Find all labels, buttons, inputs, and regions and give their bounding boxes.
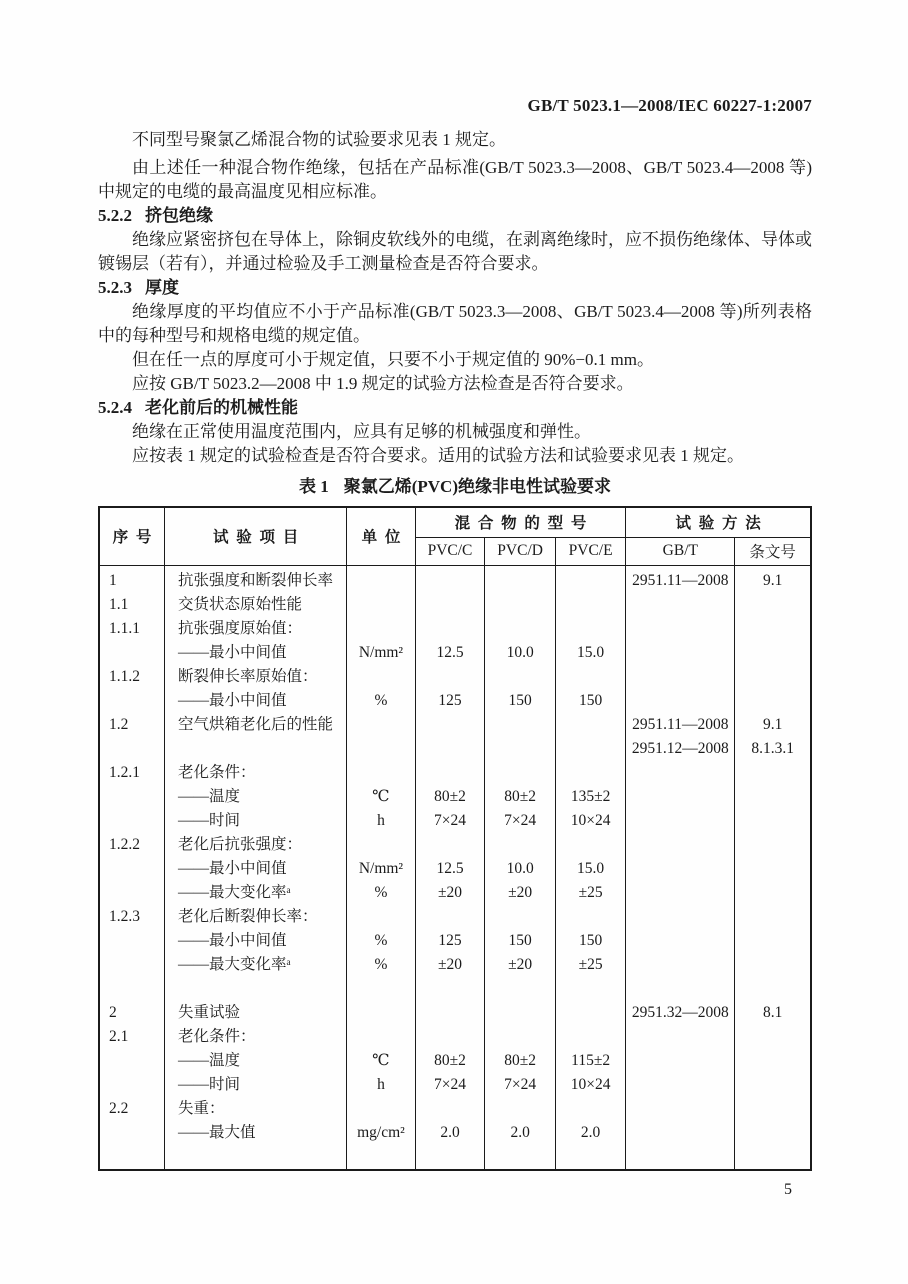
cell-line: 8.1 — [762, 1003, 783, 1021]
cell-line — [485, 1001, 554, 1025]
cell-line — [100, 689, 164, 713]
cell-line — [100, 857, 164, 881]
cell-line: mg/cm² — [357, 1123, 405, 1141]
cell-line — [347, 593, 414, 617]
cell-line — [416, 1001, 485, 1025]
col-header-unit: 单 位 — [347, 507, 415, 565]
cell-line — [735, 833, 810, 857]
cell-line: 老化后断裂伸长率： — [178, 907, 318, 925]
cell-line: 7×24 — [504, 811, 537, 829]
cell-line — [626, 617, 734, 641]
table-caption: 聚氯乙烯(PVC)绝缘非电性试验要求 — [343, 477, 611, 496]
cell-line — [626, 593, 734, 617]
cell-line — [556, 833, 625, 857]
cell-line — [485, 905, 554, 929]
cell-line — [735, 953, 810, 977]
cell-line: ±20 — [508, 955, 533, 973]
cell-line: 1.1.1 — [109, 619, 140, 637]
cell-line: ——最小中间值 — [178, 931, 287, 949]
cell-line — [626, 689, 734, 713]
cell-line: 1.1.2 — [109, 667, 140, 685]
cell-line: 1.1 — [109, 595, 129, 613]
cell-line — [416, 617, 485, 641]
cell-line — [735, 1049, 810, 1073]
cell-line: 2.1 — [109, 1027, 129, 1045]
cell-line — [626, 833, 734, 857]
col-header-mixture-type-group: 混 合 物 的 型 号 — [415, 507, 626, 537]
paragraph-table1-reference: 应按表 1 规定的试验检查是否符合要求。适用的试验方法和试验要求见表 1 规定。 — [132, 446, 744, 465]
cell-line — [100, 953, 164, 977]
cell-line: 150 — [578, 931, 603, 949]
cell-line — [556, 1145, 625, 1169]
col-header-clause: 条文号 — [735, 537, 811, 565]
cell-line — [735, 593, 810, 617]
cell-line — [347, 833, 414, 857]
cell-line — [735, 1073, 810, 1097]
cell-line — [626, 953, 734, 977]
heading-title: 厚度 — [145, 278, 179, 297]
col-header-pvc-c: PVC/C — [415, 537, 485, 565]
cell-line — [735, 1121, 810, 1145]
cell-line: 10.0 — [506, 859, 534, 877]
cell-line — [100, 1073, 164, 1097]
cell-line — [735, 905, 810, 929]
cell-line — [735, 641, 810, 665]
cell-line — [735, 1145, 810, 1169]
cell-line: ±25 — [578, 955, 603, 973]
cell-line: ——最小中间值 — [178, 859, 287, 877]
heading-number: 5.2.4 — [98, 398, 132, 417]
cell-line — [485, 1025, 554, 1049]
cell-line: 10×24 — [570, 1075, 611, 1093]
heading-number: 5.2.3 — [98, 278, 132, 297]
cell-line: 2951.32—2008 — [631, 1003, 729, 1021]
cell-line — [556, 1025, 625, 1049]
cell-line — [100, 737, 164, 761]
cell-line: 115±2 — [571, 1051, 611, 1069]
paragraph-thickness-mean: 绝缘厚度的平均值应不小于产品标准(GB/T 5023.3—2008、GB/T 5023.4—2008 等)所列表格中的每种型号和规格电缆的规定值。 — [98, 302, 812, 345]
cell-line — [556, 737, 625, 761]
cell-line — [556, 617, 625, 641]
cell-line: 125 — [438, 931, 462, 949]
cell-line: 15.0 — [577, 643, 605, 661]
cell-line: 7×24 — [504, 1075, 537, 1093]
cell-line — [485, 833, 554, 857]
cell-line — [556, 1001, 625, 1025]
cell-line — [626, 1025, 734, 1049]
paragraph-mechanical-strength: 绝缘在正常使用温度范围内，应具有足够的机械强度和弹性。 — [132, 422, 591, 441]
cell-line: 交货状态原始性能 — [178, 595, 303, 613]
cell-line — [100, 809, 164, 833]
cell-line: ——最大变化率ᵃ — [178, 883, 291, 901]
col-header-pvc-d: PVC/D — [485, 537, 555, 565]
cell-line — [416, 977, 485, 1001]
column-pvc-c-cells — [415, 565, 485, 1170]
cell-line: 150 — [508, 931, 532, 949]
cell-line — [416, 569, 485, 593]
cell-line: ℃ — [372, 1051, 390, 1069]
cell-line — [626, 1049, 734, 1073]
cell-line: 2951.12—2008 — [631, 739, 729, 757]
cell-line: 1.2.2 — [109, 835, 140, 853]
cell-line: 抗张强度原始值： — [178, 619, 303, 637]
cell-line — [416, 1025, 485, 1049]
cell-line: ——最小中间值 — [178, 691, 287, 709]
heading-5-2-2 — [98, 204, 812, 228]
cell-line — [556, 569, 625, 593]
table-number: 表 1 — [298, 477, 329, 496]
cell-line: 2951.11—2008 — [632, 571, 729, 589]
table-1-pvc-insulation-tests — [98, 506, 812, 1171]
cell-line — [100, 785, 164, 809]
cell-line: ℃ — [372, 787, 390, 805]
paragraph-thickness-minimum: 但在任一点的厚度可小于规定值，只要不小于规定值的 90%−0.1 mm。 — [132, 350, 654, 369]
cell-line — [100, 1049, 164, 1073]
cell-line: % — [374, 931, 388, 949]
cell-line: 10.0 — [506, 643, 534, 661]
standard-doc-number: GB/T 5023.1—2008/IEC 60227-1:2007 — [527, 96, 812, 115]
cell-line: 135±2 — [570, 787, 611, 805]
cell-line: 2 — [109, 1003, 117, 1021]
cell-line — [100, 641, 164, 665]
heading-title: 老化前后的机械性能 — [145, 398, 298, 417]
cell-line — [626, 665, 734, 689]
cell-line — [735, 689, 810, 713]
column-clause-cells — [735, 565, 811, 1170]
paragraph-extruded-insulation: 绝缘应紧密挤包在导体上，除铜皮软线外的电缆，在剥离绝缘时，应不损伤绝缘体、导体或镀锡层（若有），并通过检验及手工测量检查是否符合要求。 — [98, 230, 812, 273]
column-test-item-cells — [165, 565, 347, 1170]
cell-line: 失重： — [178, 1099, 225, 1117]
cell-line: 15.0 — [577, 859, 605, 877]
table-body-row — [99, 565, 811, 1170]
cell-line — [347, 713, 414, 737]
column-pvc-e-cells — [555, 565, 625, 1170]
cell-line — [485, 761, 554, 785]
cell-line: 1 — [109, 571, 117, 589]
heading-5-2-3 — [98, 276, 812, 300]
cell-line: ——最小中间值 — [178, 643, 287, 661]
cell-line: ——温度 — [178, 1051, 241, 1069]
cell-line — [735, 761, 810, 785]
cell-line: h — [377, 811, 385, 829]
page-number: 5 — [784, 1180, 792, 1198]
cell-line — [347, 1001, 414, 1025]
cell-line — [347, 1025, 414, 1049]
cell-line — [485, 977, 554, 1001]
cell-line: 10×24 — [570, 811, 611, 829]
cell-line: 9.1 — [762, 715, 783, 733]
heading-5-2-4 — [98, 396, 812, 420]
cell-line: 12.5 — [436, 643, 464, 661]
cell-line: % — [374, 955, 388, 973]
cell-line — [626, 1097, 734, 1121]
cell-line — [735, 1097, 810, 1121]
cell-line — [100, 1145, 164, 1169]
cell-line — [165, 977, 346, 1001]
table-title — [98, 474, 812, 500]
cell-line — [735, 977, 810, 1001]
cell-line — [556, 593, 625, 617]
cell-line — [100, 1121, 164, 1145]
cell-line: 2.2 — [109, 1099, 129, 1117]
cell-line — [626, 905, 734, 929]
col-header-serial: 序 号 — [99, 507, 165, 565]
cell-line — [556, 1097, 625, 1121]
cell-line: 空气烘箱老化后的性能 — [178, 715, 334, 733]
cell-line: 7×24 — [434, 811, 466, 829]
cell-line: ±20 — [508, 883, 533, 901]
cell-line — [416, 1145, 485, 1169]
cell-line — [485, 713, 554, 737]
cell-line: N/mm² — [358, 859, 404, 877]
cell-line: 8.1.3.1 — [751, 739, 794, 757]
cell-line — [626, 785, 734, 809]
col-header-gbt: GB/T — [626, 537, 735, 565]
cell-line: 9.1 — [762, 571, 783, 589]
cell-line: % — [374, 883, 388, 901]
cell-line — [100, 929, 164, 953]
cell-line: 2.0 — [580, 1123, 601, 1141]
cell-line — [347, 977, 414, 1001]
cell-line — [416, 593, 485, 617]
heading-number: 5.2.2 — [98, 206, 132, 225]
cell-line — [347, 569, 414, 593]
cell-line — [626, 929, 734, 953]
cell-line — [735, 1025, 810, 1049]
heading-title: 挤包绝缘 — [145, 206, 213, 225]
cell-line — [165, 737, 346, 761]
cell-line — [735, 665, 810, 689]
cell-line — [556, 665, 625, 689]
column-unit-cells — [347, 565, 415, 1170]
cell-line — [100, 977, 164, 1001]
cell-line — [626, 857, 734, 881]
cell-line: 125 — [438, 691, 462, 709]
col-header-pvc-e: PVC/E — [555, 537, 625, 565]
paragraph-test-requirements: 不同型号聚氯乙烯混合物的试验要求见表 1 规定。 — [132, 130, 506, 149]
cell-line: 1.2.3 — [109, 907, 140, 925]
cell-line — [347, 905, 414, 929]
cell-line: 12.5 — [436, 859, 464, 877]
cell-line: ——最大值 — [178, 1123, 256, 1141]
cell-line — [485, 593, 554, 617]
cell-line: 断裂伸长率原始值： — [178, 667, 318, 685]
col-header-test-method-group: 试 验 方 法 — [626, 507, 811, 537]
cell-line — [100, 881, 164, 905]
cell-line: 老化条件： — [178, 763, 256, 781]
cell-line: N/mm² — [358, 643, 404, 661]
cell-line — [735, 785, 810, 809]
cell-line — [735, 929, 810, 953]
cell-line — [626, 1145, 734, 1169]
cell-line: 1.2.1 — [109, 763, 140, 781]
paragraph-max-temperature: 由上述任一种混合物作绝缘，包括在产品标准(GB/T 5023.3—2008、GB/T 5023.4—2008 等)中规定的电缆的最高温度见相应标准。 — [98, 158, 812, 201]
cell-line: 2.0 — [440, 1123, 460, 1141]
cell-line — [626, 809, 734, 833]
cell-line — [416, 713, 485, 737]
cell-line — [347, 1097, 414, 1121]
cell-line — [416, 761, 485, 785]
cell-line — [626, 1121, 734, 1145]
cell-line: 抗张强度和断裂伸长率 — [178, 571, 334, 589]
cell-line: 80±2 — [434, 787, 466, 805]
cell-line: ±20 — [438, 883, 463, 901]
cell-line: 80±2 — [504, 787, 537, 805]
cell-line — [556, 761, 625, 785]
cell-line — [556, 905, 625, 929]
cell-line — [485, 569, 554, 593]
cell-line — [626, 761, 734, 785]
cell-line: h — [377, 1075, 385, 1093]
cell-line: ——温度 — [178, 787, 241, 805]
cell-line: 150 — [508, 691, 532, 709]
cell-line — [347, 617, 414, 641]
cell-line — [485, 617, 554, 641]
cell-line — [485, 665, 554, 689]
cell-line: 老化后抗张强度： — [178, 835, 303, 853]
cell-line: 2.0 — [510, 1123, 530, 1141]
cell-line — [416, 833, 485, 857]
cell-line — [735, 881, 810, 905]
cell-line — [735, 857, 810, 881]
cell-line: ±20 — [438, 955, 463, 973]
column-serial-cells — [99, 565, 165, 1170]
cell-line — [416, 1097, 485, 1121]
cell-line — [735, 617, 810, 641]
cell-line — [626, 881, 734, 905]
cell-line — [416, 737, 485, 761]
cell-line — [347, 1145, 414, 1169]
cell-line: 失重试验 — [178, 1003, 241, 1021]
cell-line — [485, 1097, 554, 1121]
cell-line: % — [374, 691, 388, 709]
cell-line — [347, 737, 414, 761]
column-gbt-standard-cells — [626, 565, 735, 1170]
cell-line — [556, 713, 625, 737]
cell-line — [416, 905, 485, 929]
cell-line: ——最大变化率ᵃ — [178, 955, 291, 973]
col-header-test-item: 试 验 项 目 — [165, 507, 347, 565]
cell-line — [485, 1145, 554, 1169]
cell-line — [416, 665, 485, 689]
cell-line — [165, 1145, 346, 1169]
cell-line: 2951.11—2008 — [632, 715, 729, 733]
cell-line: 1.2 — [109, 715, 129, 733]
cell-line — [556, 977, 625, 1001]
cell-line: 7×24 — [434, 1075, 466, 1093]
cell-line: 老化条件： — [178, 1027, 256, 1045]
cell-line — [626, 977, 734, 1001]
cell-line — [626, 641, 734, 665]
paragraph-test-method-ref: 应按 GB/T 5023.2—2008 中 1.9 规定的试验方法检查是否符合要求。 — [132, 374, 634, 393]
cell-line: ±25 — [578, 883, 603, 901]
cell-line — [626, 1073, 734, 1097]
cell-line: 150 — [578, 691, 603, 709]
cell-line: 80±2 — [434, 1051, 466, 1069]
cell-line — [485, 737, 554, 761]
cell-line — [347, 761, 414, 785]
column-pvc-d-cells — [485, 565, 555, 1170]
cell-line — [735, 809, 810, 833]
cell-line: ——时间 — [178, 1075, 241, 1093]
cell-line — [347, 665, 414, 689]
cell-line: 80±2 — [504, 1051, 537, 1069]
cell-line: ——时间 — [178, 811, 241, 829]
